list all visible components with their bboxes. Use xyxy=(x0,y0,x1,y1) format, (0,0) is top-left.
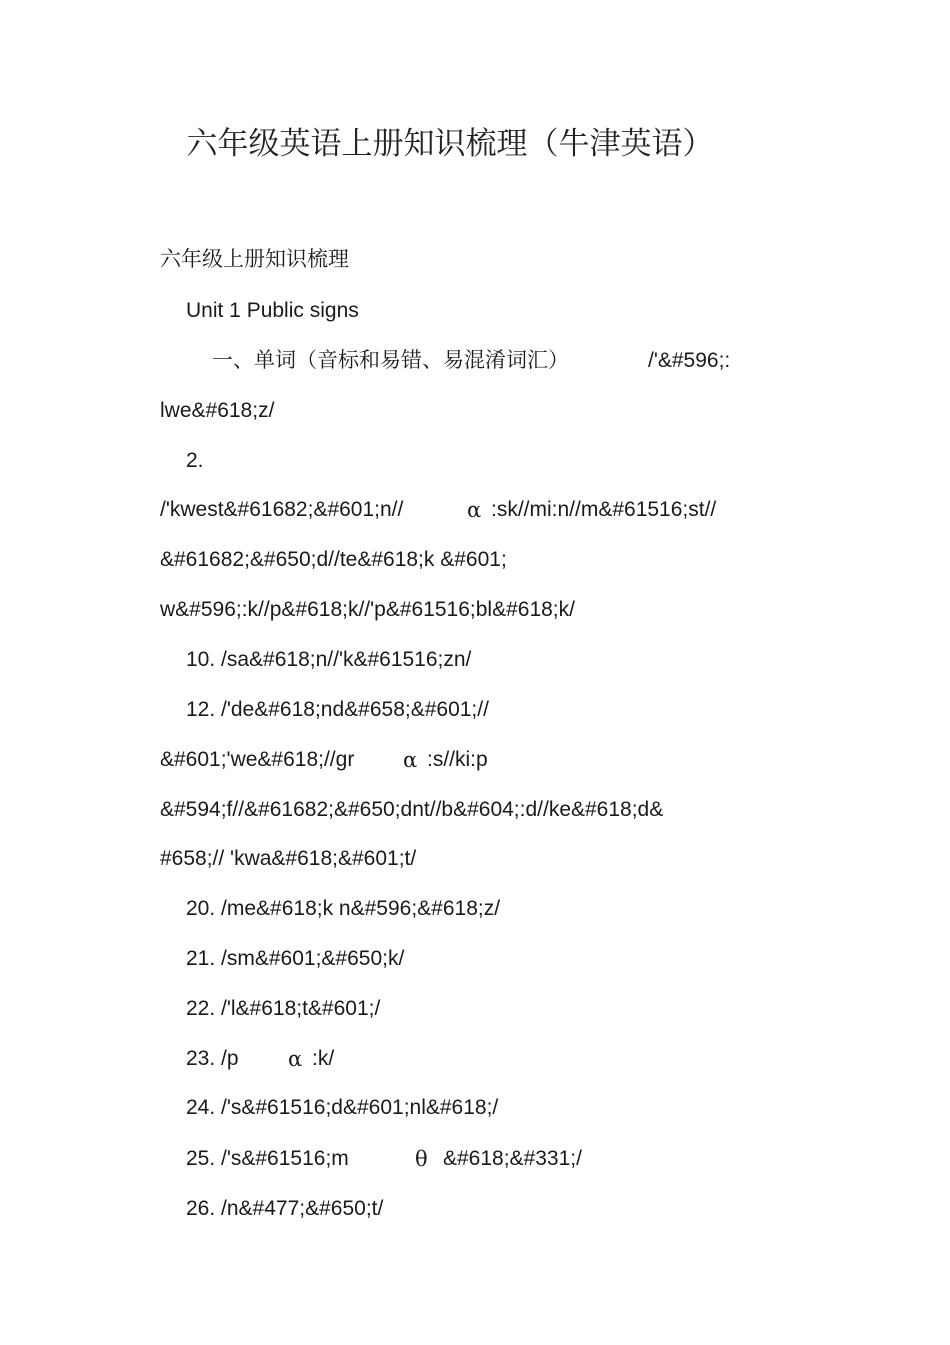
document-title: 六年级英语上册知识梳理（牛津英语） xyxy=(186,126,714,162)
phonetic-line: :k/ xyxy=(312,1047,335,1070)
phonetic-line: 25. /'s&#61516;m xyxy=(186,1147,349,1170)
phonetic-line: &#618;&#331;/ xyxy=(443,1147,582,1170)
phonetic-line: 22. /'l&#618;t&#601;/ xyxy=(186,997,381,1020)
phonetic-line: 26. /n&#477;&#650;t/ xyxy=(186,1197,384,1220)
phonetic-line: &#61682;&#650;d//te&#618;k &#601; xyxy=(160,548,507,571)
phonetic-line: lwe&#618;z/ xyxy=(160,399,275,422)
phonetic-line: 20. /me&#618;k n&#596;&#618;z/ xyxy=(186,897,501,920)
phonetic-line: 23. /p xyxy=(186,1047,239,1070)
phonetic-line: 10. /sa&#618;n//'k&#61516;zn/ xyxy=(186,648,472,671)
phonetic-line: &#594;f//&#61682;&#650;dnt//b&#604;:d//ke&#618;d& xyxy=(160,798,664,821)
phonetic-line: #658;// 'kwa&#618;&#601;t/ xyxy=(160,847,417,870)
phonetic-line: &#601;'we&#618;//gr xyxy=(160,748,355,771)
phonetic-symbol: α xyxy=(288,1047,303,1071)
section-heading: 一、单词（音标和易错、易混淆词汇） xyxy=(212,348,569,372)
phonetic-line: /'&#596;: xyxy=(648,349,731,372)
phonetic-line: 12. /'de&#618;nd&#658;&#601;// xyxy=(186,698,489,721)
item-number: 2. xyxy=(186,449,204,472)
phonetic-line: 24. /'s&#61516;d&#601;nl&#618;/ xyxy=(186,1096,499,1119)
phonetic-line: 21. /sm&#601;&#650;k/ xyxy=(186,947,405,970)
phonetic-symbol: α xyxy=(403,748,418,772)
phonetic-line: w&#596;:k//p&#618;k//'p&#61516;bl&#618;k/ xyxy=(160,598,575,621)
phonetic-line: :sk//mi:n//m&#61516;st// xyxy=(491,498,717,521)
phonetic-line: :s//ki:p xyxy=(427,748,488,771)
phonetic-line: /'kwest&#61682;&#601;n// xyxy=(160,498,404,521)
phonetic-symbol: θ xyxy=(415,1147,428,1171)
phonetic-symbol: α xyxy=(467,498,482,522)
unit-heading: Unit 1 Public signs xyxy=(186,299,359,322)
subtitle: 六年级上册知识梳理 xyxy=(160,247,349,271)
